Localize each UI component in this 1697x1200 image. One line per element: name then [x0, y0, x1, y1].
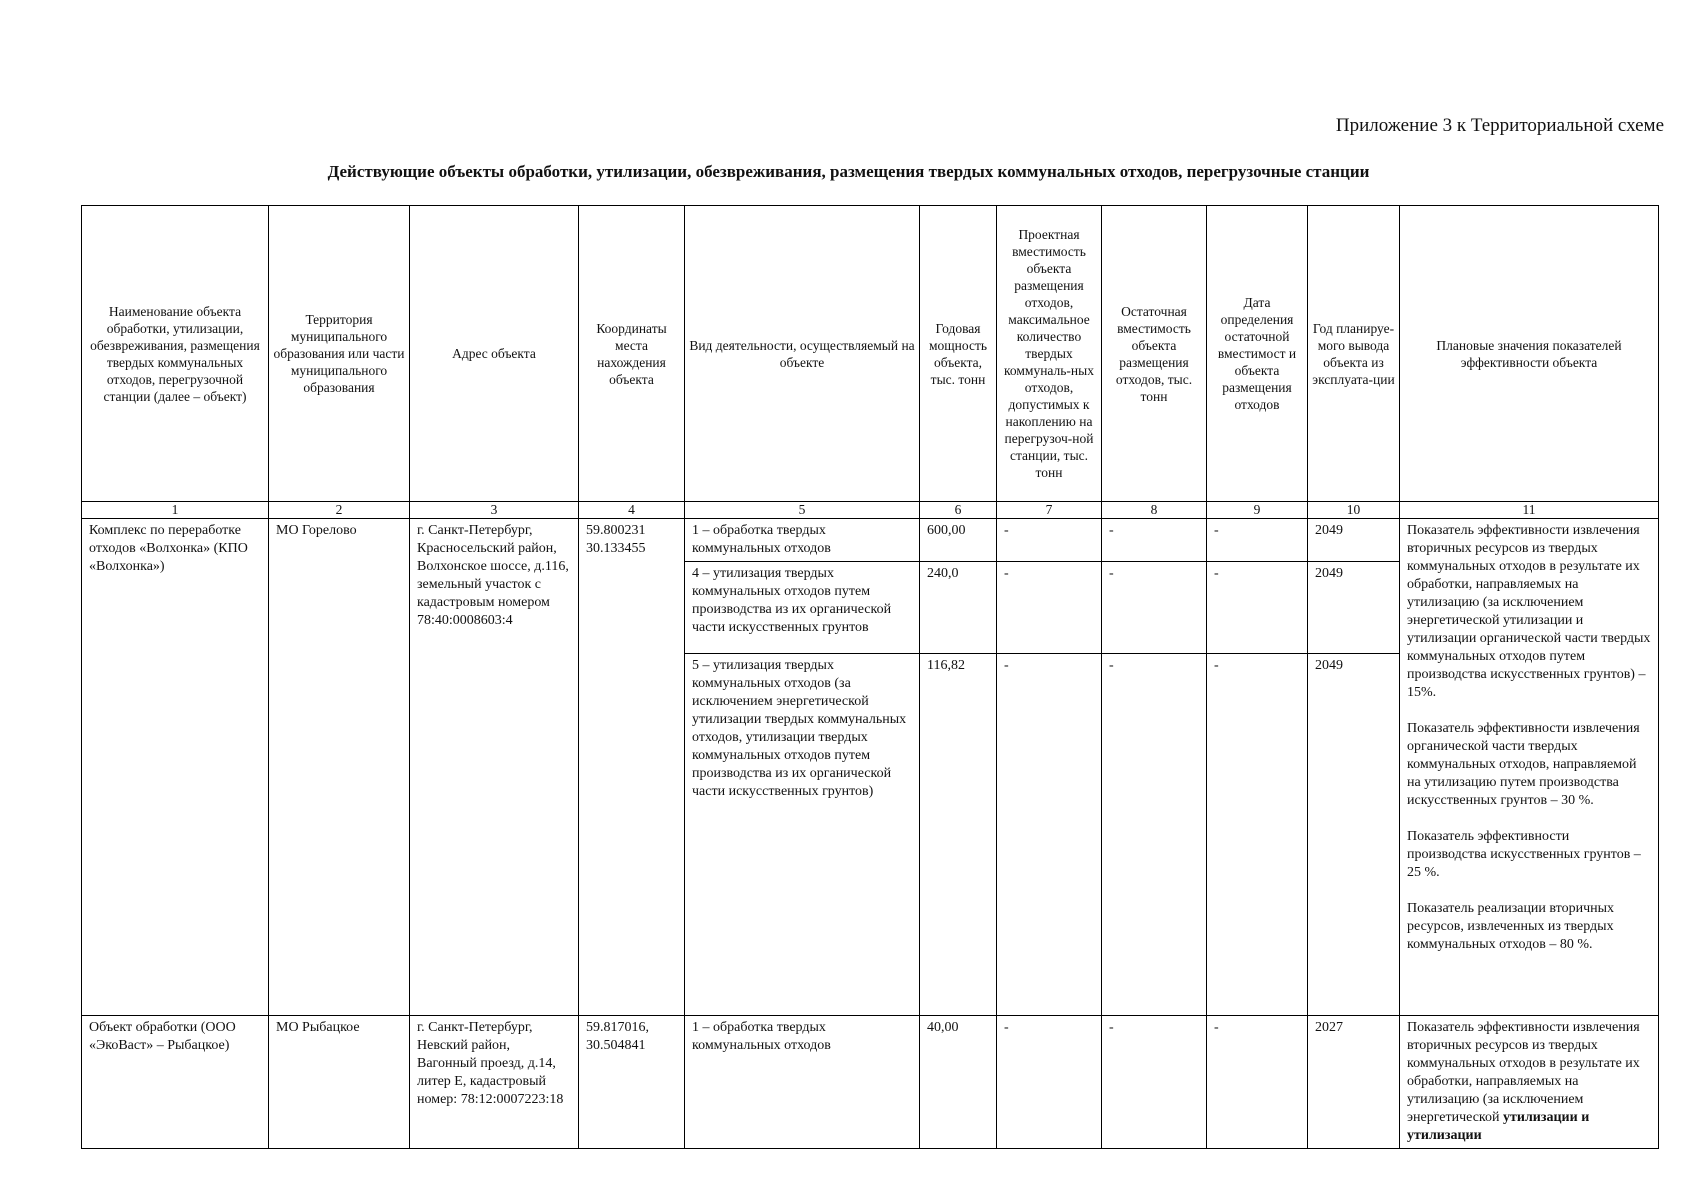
table-row — [82, 519, 1659, 562]
annual-capacity: 600,00 — [920, 519, 997, 562]
header-row — [82, 206, 1659, 502]
facility-address: г. Санкт-Петербург, Невский район, Вагонный проезд, д.14, литер Е, кадастровый номер: 78:12:0007223:18 — [410, 1016, 579, 1149]
residual-capacity: - — [1102, 654, 1207, 1016]
indicator-text: Показатель эффективности извлечения вторичных ресурсов из твердых коммунальных отходов в результате их обработки, направляемых на утилизацию (за исключением энергетической утилизации и утилизации органической части твердых коммунальных отходов путем производства искусственных грунтов) – 15%. — [1407, 523, 1651, 700]
annual-capacity: 40,00 — [920, 1016, 997, 1149]
col-header-indicators: Плановые значения показателей эффективности объекта — [1400, 206, 1659, 502]
indicator-text: Показатель эффективности производства искусственных грунтов – 25 %. — [1407, 829, 1641, 880]
col-header-year: Год планируе-мого вывода объекта из эксплуата-ции — [1308, 206, 1400, 502]
col-number: 6 — [920, 502, 997, 519]
facility-name: Комплекс по переработке отходов «Волхонка» (КПО «Волхонка») — [82, 519, 269, 1016]
col-header-capacity: Годовая мощность объекта, тыс. тонн — [920, 206, 997, 502]
col-number: 4 — [579, 502, 685, 519]
column-number-row — [82, 502, 1659, 519]
design-capacity: - — [997, 654, 1102, 1016]
residual-date: - — [1207, 562, 1308, 654]
facility-coordinates: 59.817016, 30.504841 — [579, 1016, 685, 1149]
document-title: Действующие объекты обработки, утилизации, обезвреживания, размещения твердых коммунальных отходов, перегрузочные станции — [327, 162, 1370, 181]
col-header-coords: Координаты места нахождения объекта — [579, 206, 685, 502]
col-number: 2 — [269, 502, 410, 519]
col-header-design-capacity: Проектная вместимость объекта размещения отходов, максимальное количество твердых коммуналь-ных отходов, допустимых к накоплению на перегрузоч-ной станции, тыс. тонн — [997, 206, 1102, 502]
col-number: 7 — [997, 502, 1102, 519]
decommission-year: 2049 — [1308, 562, 1400, 654]
facility-address: г. Санкт-Петербург, Красносельский район, Волхонское шоссе, д.116, земельный участок с кадастровым номером 78:40:0008603:4 — [410, 519, 579, 1016]
col-header-name: Наименование объекта обработки, утилизации, обезвреживания, размещения твердых коммунальных отходов, перегрузочной станции (далее – объект) — [82, 206, 269, 502]
efficiency-indicators — [1400, 519, 1659, 1016]
design-capacity: - — [997, 519, 1102, 562]
indicator-text: Показатель эффективности извлечения органической части твердых коммунальных отходов, направляемой на утилизацию путем производства искусственных грунтов – 30 %. — [1407, 721, 1640, 808]
decommission-year: 2049 — [1308, 654, 1400, 1016]
indicator-text: Показатель реализации вторичных ресурсов, извлеченных из твердых коммунальных отходов – 80 %. — [1407, 901, 1615, 952]
residual-date: - — [1207, 1016, 1308, 1149]
col-number: 5 — [685, 502, 920, 519]
col-number: 9 — [1207, 502, 1308, 519]
residual-date: - — [1207, 654, 1308, 1016]
facility-name: Объект обработки (ООО «ЭкоВаст» – Рыбацкое) — [82, 1016, 269, 1149]
col-number: 10 — [1308, 502, 1400, 519]
col-number: 11 — [1400, 502, 1659, 519]
annual-capacity: 116,82 — [920, 654, 997, 1016]
col-header-residual: Остаточная вместимость объекта размещения отходов, тыс. тонн — [1102, 206, 1207, 502]
residual-capacity: - — [1102, 519, 1207, 562]
design-capacity: - — [997, 562, 1102, 654]
table-row — [82, 1016, 1659, 1149]
facility-territory: МО Рыбацкое — [269, 1016, 410, 1149]
decommission-year: 2049 — [1308, 519, 1400, 562]
col-header-address: Адрес объекта — [410, 206, 579, 502]
col-header-activity: Вид деятельности, осуществляемый на объекте — [685, 206, 920, 502]
efficiency-indicators — [1400, 1016, 1659, 1149]
indicator-text-tail: утилизации и утилизации — [1407, 1110, 1590, 1143]
decommission-year: 2027 — [1308, 1016, 1400, 1149]
col-header-territory: Территория муниципального образования или части муниципального образования — [269, 206, 410, 502]
col-number: 8 — [1102, 502, 1207, 519]
col-number: 3 — [410, 502, 579, 519]
col-header-date: Дата определения остаточной вместимост и объекта размещения отходов — [1207, 206, 1308, 502]
design-capacity: - — [997, 1016, 1102, 1149]
activity-type: 1 – обработка твердых коммунальных отходов — [685, 519, 920, 562]
residual-date: - — [1207, 519, 1308, 562]
col-number: 1 — [82, 502, 269, 519]
residual-capacity: - — [1102, 562, 1207, 654]
annual-capacity: 240,0 — [920, 562, 997, 654]
facilities-table — [81, 205, 1659, 1149]
activity-type: 5 – утилизация твердых коммунальных отходов (за исключением энергетической утилизации твердых коммунальных отходов, утилизации твердых коммунальных отходов путем производства из их органической части искусственных грунтов) — [685, 654, 920, 1016]
activity-type: 1 – обработка твердых коммунальных отходов — [685, 1016, 920, 1149]
facility-territory: МО Горелово — [269, 519, 410, 1016]
activity-type: 4 – утилизация твердых коммунальных отходов путем производства из их органической части искусственных грунтов — [685, 562, 920, 654]
appendix-label: Приложение 3 к Территориальной схеме — [1335, 115, 1664, 136]
indicator-text: Показатель эффективности извлечения вторичных ресурсов из твердых коммунальных отходов в результате их обработки, направляемых на утилизацию (за исключением энергетической — [1407, 1020, 1640, 1125]
facility-coordinates: 59.800231 30.133455 — [579, 519, 685, 1016]
residual-capacity: - — [1102, 1016, 1207, 1149]
